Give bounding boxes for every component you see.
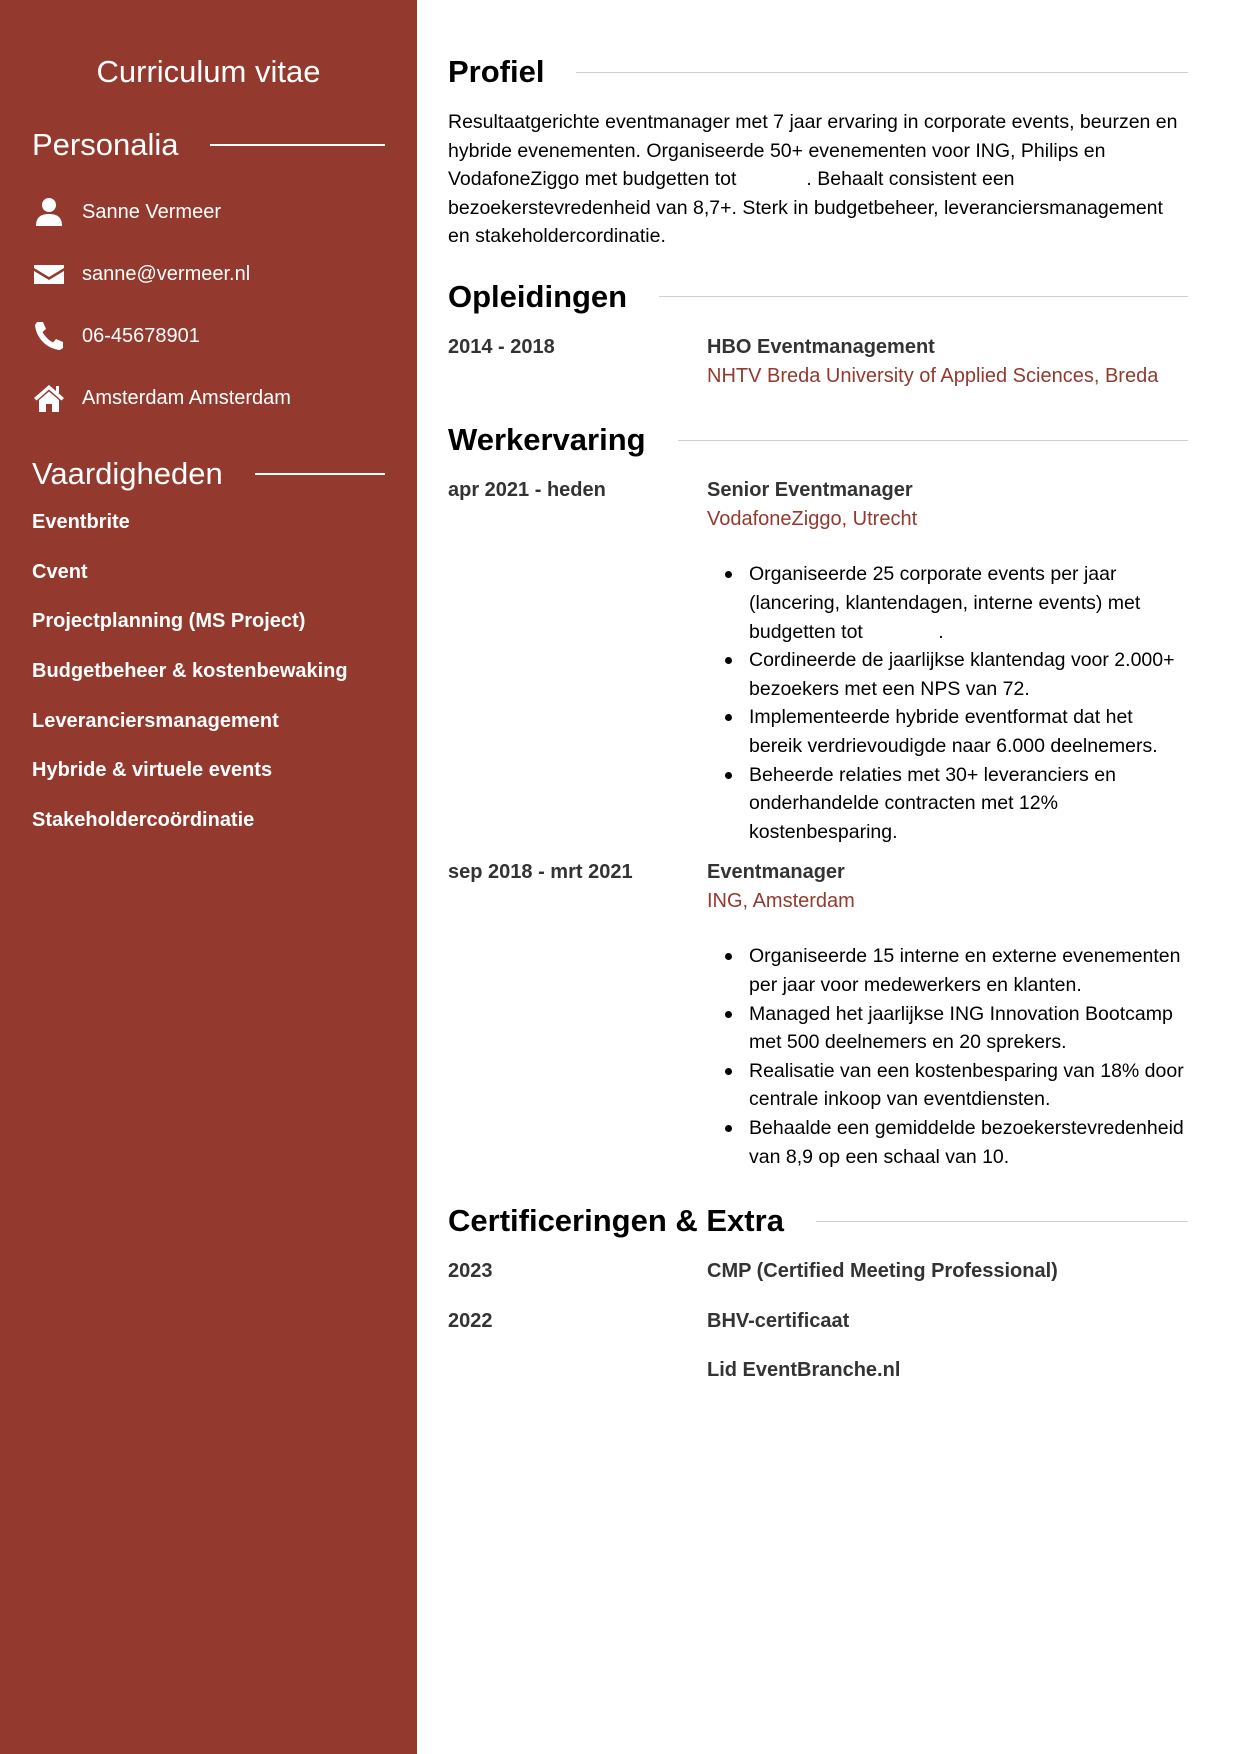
heading-divider bbox=[678, 440, 1188, 441]
heading-divider bbox=[210, 144, 385, 146]
certification-row bbox=[448, 1356, 1188, 1390]
contact-item-name bbox=[32, 181, 385, 243]
skill-item: Eventbrite bbox=[32, 511, 130, 533]
job-bullet: Beheerde relaties met 30+ leveranciers en onderhandelde contracten met 12% kostenbesparing. bbox=[707, 761, 1188, 847]
opleidingen-heading bbox=[448, 277, 1188, 317]
profiel-text bbox=[448, 108, 1188, 251]
skill-item: Hybride & virtuele events bbox=[32, 759, 273, 782]
job-bullet bbox=[707, 560, 1188, 646]
certification-date bbox=[448, 1356, 707, 1390]
skill-item: Cvent bbox=[32, 560, 88, 583]
skill-item: Stakeholdercoördinatie bbox=[32, 809, 255, 832]
envelope-icon bbox=[32, 257, 66, 291]
job-bullet: Realisatie van een kostenbesparing van 18% door centrale inkoop van eventdiensten. bbox=[707, 1057, 1188, 1114]
job-body bbox=[707, 858, 1188, 1171]
profiel-text-part1: Resultaatgerichte eventmanager met 7 jaar ervaring in corporate events, beurzen en hybride evenementen. Organiseerde 50+ evenementen voor ING, Philips en VodafoneZiggo met budgetten tot bbox=[448, 111, 1178, 191]
bullet-text-end: . bbox=[938, 620, 944, 643]
contact-item-phone bbox=[32, 305, 385, 367]
job-date: apr 2021 - heden bbox=[448, 479, 606, 502]
contact-address: Amsterdam Amsterdam bbox=[82, 386, 291, 409]
heading-divider bbox=[255, 473, 385, 475]
heading-divider bbox=[659, 296, 1188, 297]
heading-divider bbox=[576, 72, 1188, 73]
skills-heading-label: Vaardigheden bbox=[32, 456, 223, 491]
skill-item: Projectplanning (MS Project) bbox=[32, 610, 306, 633]
job-bullet: Managed het jaarlijkse ING Innovation Bootcamp met 500 deelnemers en 20 sprekers. bbox=[707, 1000, 1188, 1057]
contact-list bbox=[32, 181, 385, 429]
job-bullet: Cordineerde de jaarlijkse klantendag voor 2.000+ bezoekers met een NPS van 72. bbox=[707, 646, 1188, 703]
personalia-heading bbox=[32, 125, 385, 165]
contact-email[interactable]: sanne@vermeer.nl bbox=[82, 262, 251, 285]
sidebar bbox=[0, 0, 417, 1754]
job-employer: VodafoneZiggo, Utrecht bbox=[707, 507, 918, 530]
home-icon bbox=[32, 381, 66, 415]
job-entry bbox=[448, 858, 1188, 1171]
certification-row bbox=[448, 1307, 1188, 1341]
job-title: Eventmanager bbox=[707, 861, 845, 884]
education-entry bbox=[448, 333, 1188, 390]
certification-name: BHV-certificaat bbox=[707, 1309, 850, 1332]
skill-item: Budgetbeheer & kostenbewaking bbox=[32, 660, 348, 683]
certificeringen-heading bbox=[448, 1201, 1188, 1241]
education-date: 2014 - 2018 bbox=[448, 335, 555, 358]
job-body bbox=[707, 476, 1188, 846]
contact-item-email bbox=[32, 243, 385, 305]
education-institution: NHTV Breda University of Applied Sciences, Breda bbox=[707, 364, 1159, 387]
education-title: HBO Eventmanagement bbox=[707, 335, 935, 358]
certification-date: 2023 bbox=[448, 1260, 493, 1283]
skills-heading bbox=[32, 454, 385, 494]
phone-icon bbox=[32, 319, 66, 353]
skills-list bbox=[32, 510, 385, 858]
certification-name: CMP (Certified Meeting Professional) bbox=[707, 1260, 1058, 1283]
job-employer: ING, Amsterdam bbox=[707, 889, 855, 912]
profiel-text-part2: . Behaalt consistent een bezoekerstevredenheid van 8,7+. Sterk in budgetbeheer, leveranciersmanagement en stakeholdercordinatie. bbox=[448, 168, 1163, 248]
job-bullet: Implementeerde hybride eventformat dat het bereik verdrievoudigde naar 6.000 deelnemers. bbox=[707, 703, 1188, 760]
certification-row bbox=[448, 1257, 1188, 1291]
personalia-heading-label: Personalia bbox=[32, 127, 179, 162]
job-entry bbox=[448, 476, 1188, 846]
user-icon bbox=[32, 195, 66, 229]
certification-date: 2022 bbox=[448, 1309, 493, 1332]
job-date: sep 2018 - mrt 2021 bbox=[448, 861, 633, 884]
bullet-text: Organiseerde 25 corporate events per jaar (lancering, klantendagen, interne events) met budgetten tot bbox=[749, 563, 1141, 643]
certificeringen-heading-label: Certificeringen & Extra bbox=[448, 1203, 784, 1239]
main-content bbox=[448, 0, 1188, 1390]
profiel-heading-label: Profiel bbox=[448, 54, 545, 89]
skill-item: Leveranciersmanagement bbox=[32, 709, 279, 732]
certification-name: Lid EventBranche.nl bbox=[707, 1359, 901, 1382]
cv-title: Curriculum vitae bbox=[96, 54, 321, 89]
profiel-heading bbox=[448, 52, 1188, 92]
contact-phone[interactable]: 06-45678901 bbox=[82, 324, 200, 347]
contact-item-address bbox=[32, 367, 385, 429]
job-bullets bbox=[707, 560, 1188, 846]
job-bullet: Organiseerde 15 interne en externe evenementen per jaar voor medewerkers en klanten. bbox=[707, 942, 1188, 999]
job-title: Senior Eventmanager bbox=[707, 479, 913, 502]
heading-divider bbox=[816, 1221, 1188, 1222]
job-bullets bbox=[707, 942, 1188, 1171]
werkervaring-heading-label: Werkervaring bbox=[448, 422, 646, 458]
opleidingen-heading-label: Opleidingen bbox=[448, 278, 628, 314]
contact-name: Sanne Vermeer bbox=[82, 200, 221, 223]
education-body bbox=[707, 333, 1188, 390]
job-bullet: Behaalde een gemiddelde bezoekerstevredenheid van 8,9 op een schaal van 10. bbox=[707, 1114, 1188, 1171]
werkervaring-heading bbox=[448, 420, 1188, 460]
